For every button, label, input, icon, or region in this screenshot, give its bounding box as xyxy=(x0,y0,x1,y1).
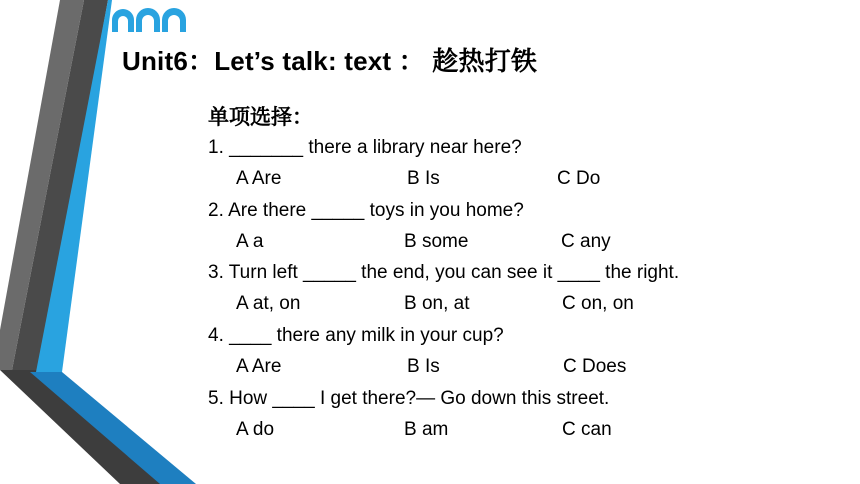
question-5-option-a: A do xyxy=(236,419,275,440)
question-3-option-a: A at, on xyxy=(236,293,301,314)
question-4-stem: 4. ____ there any milk in your cup? xyxy=(208,325,504,346)
question-1-option-c: C Do xyxy=(557,168,601,189)
section-label: 单项选择： xyxy=(208,106,313,129)
arch-logo-right xyxy=(162,8,186,32)
question-5-option-c: C can xyxy=(562,419,612,440)
question-4-option-b: B Is xyxy=(407,356,440,377)
question-1-stem: 1. _______ there a library near here? xyxy=(208,137,522,158)
question-3-option-b: B on, at xyxy=(404,293,470,314)
question-2-stem: 2. Are there _____ toys in you home? xyxy=(208,200,524,221)
question-2-option-a: A a xyxy=(236,231,264,252)
question-3-option-c: C on, on xyxy=(562,293,634,314)
question-3-stem: 3. Turn left _____ the end, you can see it ____ the right. xyxy=(208,262,680,283)
question-2-option-c: C any xyxy=(561,231,611,252)
arch-logo-left xyxy=(112,9,134,32)
question-5-stem: 5. How ____ I get there?— Go down this street. xyxy=(208,388,610,409)
question-4-option-c: C Does xyxy=(563,356,627,377)
question-1-option-a: A Are xyxy=(236,168,282,189)
arch-logo-middle xyxy=(136,8,160,32)
question-2-option-b: B some xyxy=(404,231,469,252)
question-1-option-b: B Is xyxy=(407,168,440,189)
slide-title: Unit6：Let’s talk: text ： 趁热打铁 xyxy=(122,46,538,76)
question-5-option-b: B am xyxy=(404,419,449,440)
question-4-option-a: A Are xyxy=(236,356,282,377)
